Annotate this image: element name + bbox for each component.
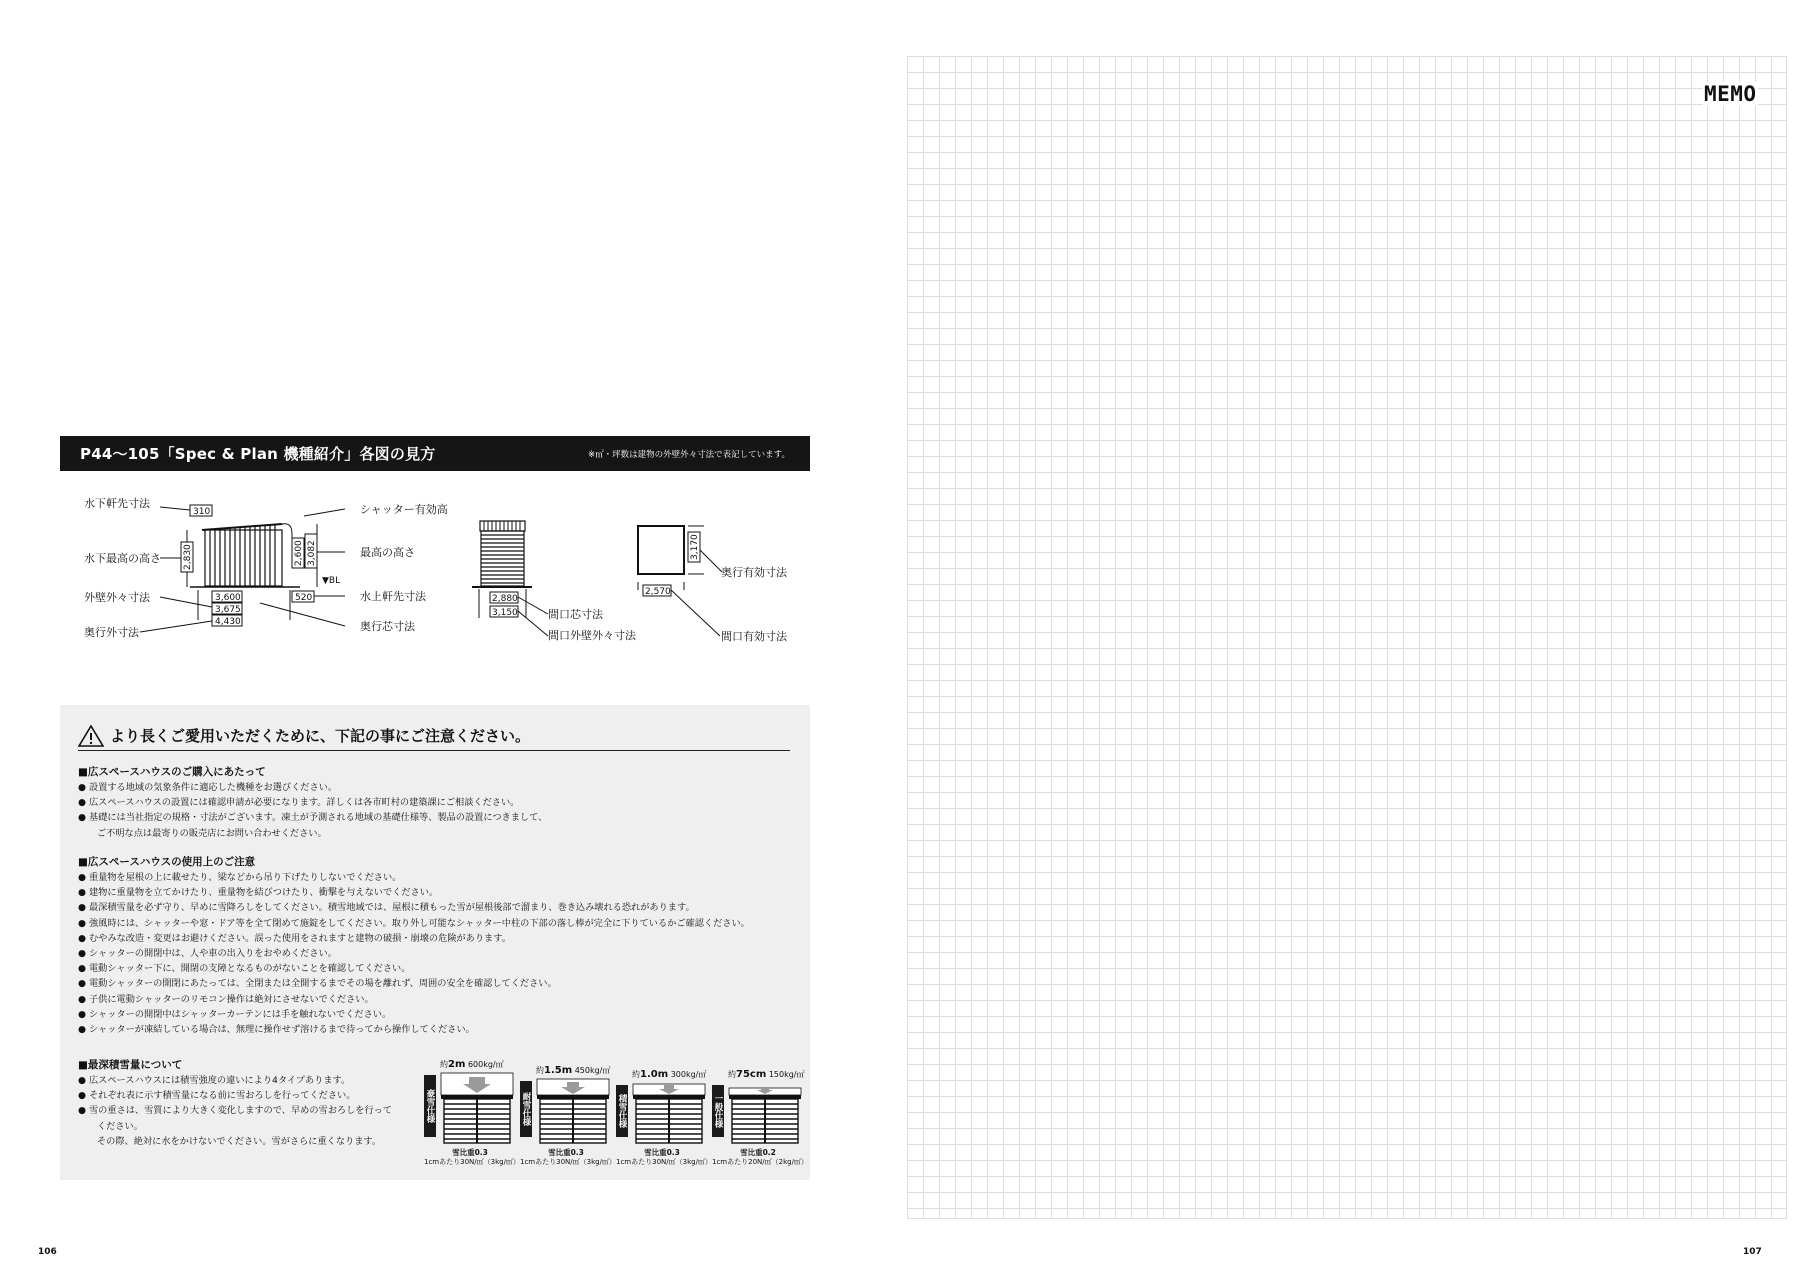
page-number-right: 107 [1743,1247,1762,1257]
section-snow [78,1058,392,1149]
snow-type-sekisetsu [616,1057,712,1175]
snow-type-tag: 積雪仕様 [616,1085,628,1137]
snow-depth: 約75cm 150kg/㎡ [728,1069,805,1080]
snow-type-tag: 耐雪仕様 [520,1081,532,1137]
num-310: 310 [193,507,211,517]
snow-gravity: 雪比重0.3 [548,1148,584,1157]
front-elevation [472,521,548,636]
bullet-item: ● シャッターの開閉中はシャッターカーテンには手を触れないでください。 [78,1008,392,1020]
bullet-item: ● 電動シャッター下に、開閉の支障となるものがないことを確認してください。 [78,963,411,975]
label-gaiheki: 外壁外々寸法 [84,591,150,604]
warning-icon [78,724,104,748]
snow-type-tag: 豪雪仕様 [424,1075,436,1137]
label-suika-nokisaki: 水下軒先寸法 [84,497,150,510]
bullet-item: ● 電動シャッターの開閉にあたっては、全閉または全開するまでその場を離れず、周囲の安全を確認してください。 [78,978,557,990]
left-page [0,0,904,1279]
snow-gravity: 雪比重0.2 [740,1148,776,1157]
label-max-height: 最高の高さ [360,546,415,559]
bullet-item: ● 最深積雪量を必ず守り、早めに雪降ろしをしてください。積雪地域では、屋根に積もった雪が屋根後部で溜まり、巻き込み壊れる恐れがあります。 [78,902,695,914]
bullet-item: ● 設置する地域の気象条件に適応した機種をお選びください。 [78,782,338,793]
num-3082: 3,082 [307,540,317,566]
bullet-continuation: ご不明な点は最寄りの販売店にお問い合わせください。 [97,827,327,839]
caution-box [60,705,810,1180]
snow-load: 1cmあたり20N/㎡（2kg/㎡） [712,1158,808,1166]
label-okuyuki-effective: 奥行有効寸法 [721,566,787,579]
header-title: P44〜105「Spec & Plan 機種紹介」各図の見方 [80,445,436,463]
side-elevation [140,505,345,632]
bullet-item: ● それぞれ表に示す積雪量になる前に雪おろしを行ってください。 [78,1090,356,1102]
snow-load: 1cmあたり30N/㎡（3kg/㎡） [520,1158,616,1166]
bullet-item: ● シャッターが凍結している場合は、無理に操作せず溶けるまで待ってから操作してください。 [78,1024,475,1036]
snow-depth: 約1.5m 450kg/㎡ [536,1065,611,1076]
snow-type-tag: 一般仕様 [712,1085,724,1137]
section-heading: ■広スペースハウスの使用上のご注意 [78,856,256,868]
bullet-item: ● 建物に重量物を立てかけたり、重量物を結びつけたり、衝撃を与えないでください。 [78,887,439,899]
label-maguchi-effective: 間口有効寸法 [721,630,787,643]
num-2880: 2,880 [492,594,518,604]
num-2600: 2,600 [294,540,304,566]
bullet-item: ● むやみな改造・変更はお避けください。誤った使用をされますと建物の破損・崩壊の危険があります。 [78,932,511,944]
diagram-svg [60,490,810,650]
plan-view [638,526,722,636]
label-suijo-nokisaki: 水上軒先寸法 [360,590,426,603]
num-3150: 3,150 [492,608,518,618]
snow-gravity: 雪比重0.3 [644,1148,680,1157]
num-2830: 2,830 [183,544,193,570]
num-3170: 3,170 [690,534,700,560]
house-snow-icon [630,1071,708,1145]
label-suika-max-height: 水下最高の高さ [84,552,161,565]
memo-grid [907,56,1787,1219]
caution-heading [78,721,790,751]
spec-plan-header [60,436,810,471]
label-maguchi-shin: 間口芯寸法 [548,608,603,621]
house-snow-icon [534,1071,612,1145]
section-heading: ■広スペースハウスのご購入にあたって [78,766,266,778]
section-heading: ■最深積雪量について [78,1059,183,1071]
bullet-item: ● 基礎には当社指定の規格・寸法がございます。凍土が予測される地域の基礎仕様等、製品の設置につきまして、 [78,812,548,824]
label-okuyuki-gai: 奥行外寸法 [84,626,139,639]
snow-type-taisetsu [520,1057,616,1175]
header-note: ※㎡・坪数は建物の外壁外々寸法で表記しています。 [588,449,790,460]
bullet-item: ● シャッターの開閉中は、人や車の出入りをおやめください。 [78,948,337,960]
bullet-item: ● 強風時には、シャッターや窓・ドア等を全て閉めて施錠をしてください。取り外し可能なシャッター中柱の下部の落し棒が完全に下りているかご確認ください。 [78,917,750,929]
label-shutter-effective: シャッター有効高 [360,503,448,516]
num-4430: 4,430 [215,617,241,627]
dimension-diagrams [60,490,810,650]
num-520: 520 [295,593,313,603]
bullet-item: ● 重量物を屋根の上に載せたり、梁などから吊り下げたりしないでください。 [78,872,402,883]
snow-gravity: 雪比重0.3 [452,1148,488,1157]
bullet-item: ● 広スペースハウスの設置には確認申請が必要になります。詳しくは各市町村の建築課にご相談ください。 [78,797,520,809]
right-page-memo [905,0,1809,1279]
snow-depth: 約2m 600kg/㎡ [440,1059,504,1070]
section-purchase [78,765,547,841]
bullet-item: ● 広スペースハウスには積雪強度の違いにより4タイプあります。 [78,1075,351,1086]
num-3675: 3,675 [215,605,241,615]
snow-load: 1cmあたり30N/㎡（3kg/㎡） [424,1158,520,1166]
snow-type-gousetsu [424,1057,520,1175]
house-snow-icon [726,1071,804,1145]
num-2570: 2,570 [645,587,671,597]
bullet-continuation: その際、絶対に水をかけないでください。雪がさらに重くなります。 [97,1135,382,1147]
label-maguchi-gaiheki: 間口外壁外々寸法 [548,629,636,642]
snow-type-panel [424,1057,808,1175]
snow-type-ippan [712,1057,808,1175]
snow-depth: 約1.0m 300kg/㎡ [632,1069,707,1080]
caution-title: より長くご愛用いただくために、下記の事にご注意ください。 [110,727,531,745]
page-number-left: 106 [38,1247,57,1257]
label-okuyuki-shin: 奥行芯寸法 [360,620,415,633]
bullet-continuation: ください。 [97,1120,143,1132]
bullet-item: ● 雪の重さは、雪質により大きく変化しますので、早めの雪おろしを行って [78,1105,393,1117]
section-usage [78,855,750,1037]
num-3600: 3,600 [215,593,241,603]
snow-load: 1cmあたり30N/㎡（3kg/㎡） [616,1158,712,1166]
house-snow-icon [438,1071,516,1145]
bullet-item: ● 子供に電動シャッターのリモコン操作は絶対にさせないでください。 [78,993,374,1005]
label-bl: ▼BL [322,576,341,586]
memo-label: MEMO [1704,82,1757,106]
